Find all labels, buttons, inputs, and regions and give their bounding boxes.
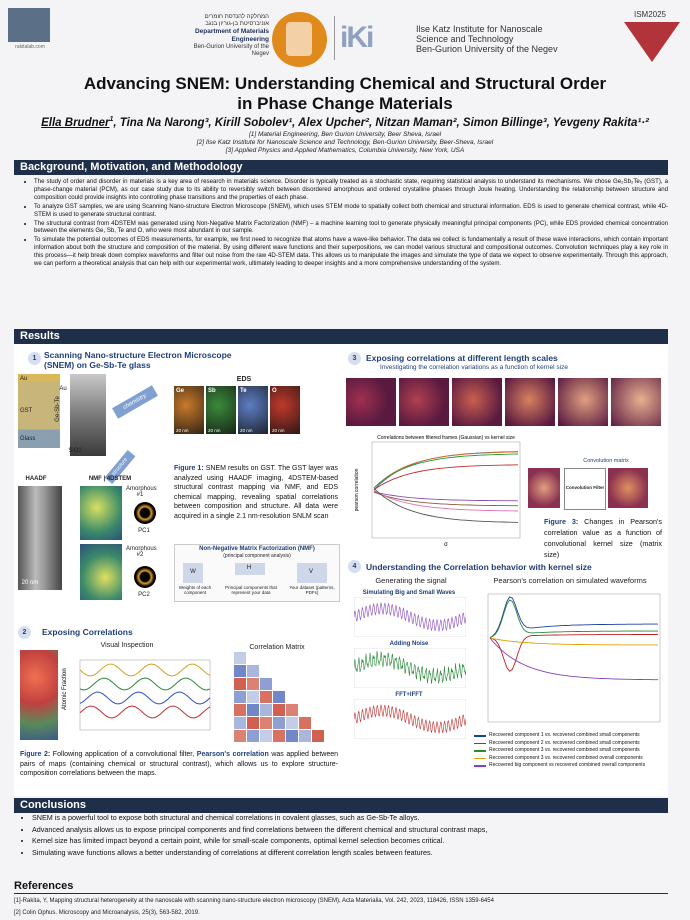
matrix-cell	[234, 704, 246, 716]
title-line-2: in Phase Change Materials	[237, 94, 453, 113]
matrix-cell	[260, 678, 272, 690]
gen-signal-title: Generating the signal	[375, 576, 447, 585]
matrix-cell	[234, 678, 246, 690]
pc1-label: PC1	[138, 528, 150, 534]
first-author: Ella Brudner	[41, 116, 110, 129]
nmf-diagram	[174, 544, 340, 602]
eds-label: EDS	[236, 376, 252, 383]
matrix-cell	[234, 717, 246, 729]
authors	[0, 116, 690, 129]
matrix-cell	[247, 665, 259, 677]
ism-label: ISM2025	[633, 10, 667, 19]
references-heading: References	[14, 880, 74, 892]
matrix-cell	[234, 665, 246, 677]
bgu-logo-mark	[286, 22, 312, 56]
panel-2-number: 2	[18, 626, 31, 639]
cross-section-image	[70, 374, 106, 456]
panel-1-title-line2: (SNEM) on Ge-Sb-Te glass	[44, 360, 151, 370]
matrix-cell	[273, 691, 285, 703]
bg-bullet-1: • The study of order and disorder in materials is a key area of research in materials science. Disorder is typically treated as a stochastic state, requiring statistical analysis to understand its mechanisms. We chose Ge₂Sb₂Te₅ (GST), a phase-change material (PCM), as our case study due to its ability to reversibly switch between disordered amorphous and ordered crystalline phases through Joule heating. Understanding the relationship between structure and composition could provide insights into controlling phase transitions and the properties of each phase.	[34, 178, 668, 202]
matrix-cell	[273, 730, 285, 742]
fft-label: FFT+IFFT	[395, 692, 423, 698]
legend-label: Recovered component 3 vs. recovered combined small components	[489, 747, 640, 753]
legend-swatch	[474, 743, 486, 745]
matrix-cell	[247, 717, 259, 729]
legend-item	[474, 747, 664, 755]
matrix-cell	[247, 704, 259, 716]
matrix-cell	[273, 717, 285, 729]
matrix-cell	[260, 704, 272, 716]
stack-label-au: Au	[59, 386, 67, 392]
conv-matrix-title: Convolution matrix	[583, 458, 629, 464]
pc2-pattern	[134, 566, 156, 588]
legend-label: Recovered big component vs recovered combined overall components	[489, 762, 646, 768]
legend-label: Recovered component 1 vs. recovered combined small components	[489, 732, 640, 738]
layer-au: Au	[20, 376, 28, 382]
pc2-label: PC2	[138, 592, 150, 598]
figure-1-label: Figure 1:	[174, 465, 204, 472]
fft-plot	[354, 699, 466, 739]
eds-map-label: Te	[240, 388, 247, 394]
matrix-title: Correlation Matrix	[249, 644, 305, 651]
ilse-line-3: Ben-Gurion University of the Negev	[416, 44, 558, 54]
noise-plot	[354, 648, 466, 688]
sim-label: Simulating Big and Small Waves	[362, 590, 456, 596]
matrix-cell	[286, 704, 298, 716]
panel-1-title-line1: Scanning Nano-structure Electron Microscope	[44, 350, 232, 360]
panel-3-number: 3	[348, 352, 361, 365]
results-area	[14, 344, 668, 796]
simulated-pearson-plot	[474, 588, 664, 728]
legend-swatch	[474, 765, 486, 767]
nmf-box-sub: (principal component analysis)	[223, 553, 291, 559]
eds-map-te	[238, 386, 268, 434]
kernel-map	[558, 378, 608, 426]
eds-maps	[174, 386, 302, 434]
affiliation-3: [3] Applied Physics and Applied Mathematics, Columbia University, New York, USA	[225, 147, 465, 154]
legend-item	[474, 762, 664, 770]
bg-bullet-3: • The structural contrast from 4DSTEM was generated using Non-Negative Matrix Factorization (NMF) – a machine learning tool to generate physically meaningful principal components (PC), while EDS provided chemical concentration between the elements Ge, Sb, Te and O, who were most abundant in our sample.	[34, 220, 668, 236]
panel-1-title	[44, 350, 232, 370]
kernel-map	[611, 378, 661, 426]
other-authors: , Tina Na Narong³, Kirill Sobolev¹, Alex Upcher², Nitzan Maman², Simon Billinge³, Yevgeny Rakita¹·²	[113, 116, 649, 129]
matrix-cell	[312, 730, 324, 742]
pc1-pattern	[134, 502, 156, 524]
p3-xlabel: σ	[444, 542, 448, 548]
dept-block	[184, 14, 269, 58]
conclusions-heading: Conclusions	[14, 798, 668, 813]
conclusion-3: • Kernel size has limited impact beyond a certain point, while for small-scale components, optimal kernel selection becomes critical.	[32, 835, 668, 847]
nmf-note-2: Principal components that represent your data	[225, 585, 277, 595]
haadf-label: HAADF	[25, 476, 47, 482]
visual-ylabel: Atomic Fraction	[62, 668, 68, 710]
matrix-cell	[234, 730, 246, 742]
lab-logo	[8, 8, 50, 42]
amorphous-2: Amorphous #2	[126, 546, 157, 558]
panel-1-number: 1	[28, 352, 41, 365]
nmf-v: V	[308, 569, 313, 575]
references-body	[14, 893, 668, 919]
figure-2-label: Figure 2:	[20, 751, 51, 758]
legend-item	[474, 732, 664, 740]
figure-3-caption	[544, 516, 662, 560]
chemistry-arrow: chemistry	[112, 385, 158, 418]
figure-1-text: SNEM results on GST. The GST layer was analyzed using HAADF imaging, 4DSTEM-based structural contrast mapping via NMF, and EDS chemical mapping, revealing spatial correlations between composition and structure. All data were acquired in a single 2.1 nm-resolution SNLM scan	[174, 465, 338, 520]
matrix-cell	[260, 730, 272, 742]
figure-3-label: Figure 3:	[544, 517, 579, 526]
conclusion-2: • Advanced analysis allows us to expose principal components and find correlations between the different chemical and structural contrast maps,	[32, 824, 668, 836]
matrix-cell	[247, 691, 259, 703]
panel-4-number: 4	[348, 560, 361, 573]
reference-2: [2] Colin Ophus. Microscopy and Microanalysis, 25(3), 563-582, 2019.	[14, 910, 200, 916]
matrix-cell	[299, 730, 311, 742]
matrix-cell	[247, 730, 259, 742]
title-line-1: Advancing SNEM: Understanding Chemical and Structural Order	[83, 74, 607, 93]
amorphous-1: Amorphous #1	[126, 486, 157, 498]
eds-map-sb	[206, 386, 236, 434]
haadf-scale: 20 nm	[21, 580, 39, 586]
poster-title	[0, 74, 690, 114]
stack-label-gst: Ge-Sb-Te	[55, 396, 61, 422]
ism-logo	[624, 22, 680, 62]
visual-inspection-title: Visual Inspection	[100, 642, 154, 649]
dept-univ: Ben-Gurion University of the Negev	[193, 44, 269, 57]
ilse-line-2: Science and Technology	[416, 34, 514, 44]
matrix-cell	[260, 691, 272, 703]
kernel-correlation-plot	[350, 432, 526, 548]
bg-bullet-2: • To analyze GST samples, we are using Scanning Nano-structure Electron Microscope (SNEM), which uses STEM mode to spatially collect both chemical and structural information. EDS is used to generate chemical contrast, while 4D-STEM is used to generate structural contrast.	[34, 203, 668, 219]
layer-gst: GST	[20, 408, 33, 414]
results-heading: Results	[14, 329, 668, 344]
panel-3-subtitle: Investigating the correlation variations as a function of kernel size	[380, 364, 568, 371]
matrix-cell	[234, 691, 246, 703]
panel-4-title: Understanding the Correlation behavior with kernel size	[366, 562, 592, 572]
matrix-cell	[273, 704, 285, 716]
dept-hebrew-2: אוניברסיטת בן-גוריון בנגב	[205, 21, 269, 27]
matrix-cell	[299, 717, 311, 729]
header-divider	[334, 16, 335, 60]
kernel-maps	[346, 378, 664, 426]
legend-label: Recovered component 3 vs. recovered combined overall components	[489, 754, 643, 761]
legend-item	[474, 740, 664, 748]
legend-label: Recovered component 2 vs. recovered combined small components	[489, 739, 640, 746]
dept-name: Department of Materials Engineering	[194, 28, 269, 43]
nmf-map-2	[80, 544, 122, 600]
nmf-w: W	[190, 569, 196, 575]
eds-scale-label: 20 nm	[272, 428, 285, 433]
nmf-map-1	[80, 486, 122, 540]
correlation-matrix	[214, 650, 338, 742]
bg-bullet-4: • To simulate the potential outcomes of EDS measurements, for example, we first need to recognize that atoms have a wave-like behavior. The data we collect is fundamentally a result of these wave interactions, which contain important information about both the structure and composition of the material. By using different wave functions and their superpositions, we can model various structural and compositional outcomes. Convolution techniques play a key role in this process—it help break down complex waveforms and filter out noise from the raw 4D-STEM data. This allows us to manipulate the images and simulate the type of data we expect to observe experimentally. Through this approach, we can perform a theoretical analysis that can help with our experimental work, ultimately leading to deeper insights and a more comprehensive understanding of the system.	[34, 236, 668, 268]
eds-scale-label: 20 nm	[240, 428, 253, 433]
figure-3-text: Changes in Pearson's correlation value as a function of convolutional kernel size (matrix size)	[544, 517, 663, 559]
kernel-map	[346, 378, 396, 426]
conclusions-body	[14, 812, 668, 875]
ilse-katz-name	[416, 24, 586, 54]
figure-2-caption	[20, 750, 338, 779]
background-heading: Background, Motivation, and Methodology	[14, 160, 668, 175]
stack-label-sio2: SiO2	[68, 448, 82, 454]
eds-scale-label: 20 nm	[208, 428, 221, 433]
simulated-legend	[474, 732, 664, 770]
nmf-h: H	[246, 565, 252, 571]
kernel-map	[505, 378, 555, 426]
eds-map-label: Sb	[208, 388, 216, 394]
kernel-map	[452, 378, 502, 426]
noise-label: Adding Noise	[389, 641, 429, 647]
legend-item	[474, 755, 664, 763]
first-author-sup: 1	[109, 116, 114, 123]
conclusion-4: • Simulating wave functions allows a better understanding of correlations at different correlation length scales between features.	[32, 847, 668, 859]
lab-logo-caption: rakitalab.com	[15, 44, 45, 50]
eds-map-label: O	[272, 388, 277, 394]
nmf-note-1: Weights of each component	[178, 585, 212, 595]
big-small-waves-plot	[354, 597, 466, 637]
conv-output-map	[608, 468, 648, 508]
conv-input-map	[528, 468, 560, 508]
conv-filter-box	[564, 468, 606, 510]
nmf-note-3: Your dataset (patterns, PDFs)	[289, 585, 335, 595]
background-body	[14, 175, 668, 323]
legend-swatch	[474, 735, 486, 737]
conclusion-1: • SNEM is a powerful tool to expose both structural and chemical correlations in covalent glasses, such as Ge-Sb-Te alloys.	[32, 812, 668, 824]
affiliation-1: [1] Material Engineering, Ben Gurion University, Beer Sheva, Israel	[248, 131, 442, 138]
pearson-sim-title: Pearson's correlation on simulated waveforms	[493, 576, 647, 585]
panel-3-title: Exposing correlations at different length scales	[366, 353, 558, 363]
kernel-map	[399, 378, 449, 426]
conv-filter-label: Convolution Filter	[565, 485, 605, 490]
panel-2-title: Exposing Correlations	[42, 627, 133, 637]
ilse-line-1: Ilse Katz Institute for Nanoscale	[416, 24, 543, 34]
haadf-image	[18, 486, 62, 590]
visual-inspection-plot	[60, 650, 220, 742]
reference-1: [1]-Rakita, Y, Mapping structural heterogeneity at the nanoscale with scanning nano-structure electron microscopy (SNEM), Acta Materialia, Vol. 242, 2023, 118426, ISSN 1359-6454	[14, 898, 494, 904]
matrix-cell	[234, 652, 246, 664]
p3-plot-title: Correlations between filtered frames (Gaussian) vs kernel size	[377, 435, 515, 441]
eds-map-o	[270, 386, 300, 434]
structure-arrow: structure	[105, 450, 136, 484]
legend-swatch	[474, 758, 486, 760]
figure-2-text-b: Pearson's correlation	[196, 751, 269, 758]
matrix-cell	[286, 717, 298, 729]
matrix-cell	[260, 717, 272, 729]
eds-scale-label: 20 nm	[176, 428, 189, 433]
correlation-map	[20, 650, 58, 740]
dept-hebrew-1: המחלקה להנדסת חומרים	[204, 14, 269, 20]
matrix-cell	[247, 678, 259, 690]
layer-glass: Glass	[20, 436, 36, 442]
affiliation-2: [2] Ilse Katz Institute for Nanoscale Science and Technology, Ben-Gurion University, Beer-Sheva, Israel	[196, 139, 494, 146]
nmf-box-title: Non-Negative Matrix Factorization (NMF)	[199, 546, 315, 552]
eds-map-label: Ge	[176, 388, 185, 394]
legend-swatch	[474, 750, 486, 752]
p3-ylabel: pearson correlation	[354, 468, 360, 512]
iki-logo: iKi	[340, 21, 373, 54]
figure-2-text-a: Following application of a convolutional filter,	[50, 751, 197, 758]
nmf-label: NMF | 4DSTEM	[88, 476, 132, 482]
matrix-cell	[286, 730, 298, 742]
eds-map-ge	[174, 386, 204, 434]
figure-1-caption	[174, 464, 338, 521]
figure-2-text-c: was applied between pairs of maps (containing chemical or structural contrast), which allows us to explore structure-composition correlations between the maps.	[20, 751, 338, 777]
